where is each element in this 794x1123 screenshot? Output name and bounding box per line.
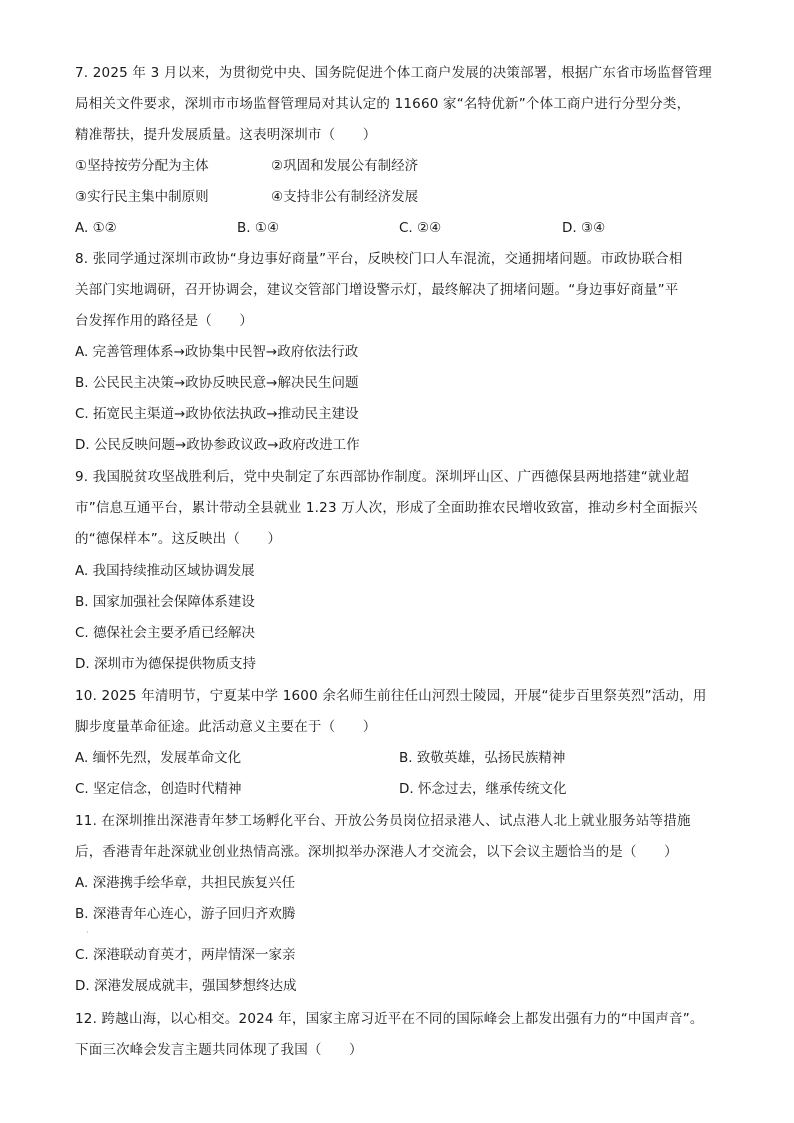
q8-stem-line-3: 台发挥作用的路径是（ ）	[75, 313, 254, 329]
q12-stem-line-2: 下面三次峰会发言主题共同体现了我国（ ）	[75, 1042, 363, 1058]
q8-option-c[interactable]: C. 拓宽民主渠道→政协依法执政→推动民主建设	[75, 406, 359, 422]
q7-item-4: ④支持非公有制经济发展	[271, 189, 419, 205]
q8-option-b[interactable]: B. 公民民主决策→政协反映民意→解决民生问题	[75, 375, 359, 391]
q8-stem-line-1: 8. 张同学通过深圳市政协“身边事好商量”平台，反映校门口人车混流，交通拥堵问题。市政协联合相	[75, 251, 683, 267]
q9-option-b[interactable]: B. 国家加强社会保障体系建设	[75, 594, 255, 610]
q11-stem-line-2: 后，香港青年赴深就业创业热情高涨。深圳拟举办深港人才交流会，以下会议主题恰当的是（ ）	[75, 844, 678, 860]
q9-option-a[interactable]: A. 我国持续推动区域协调发展	[75, 563, 255, 579]
q11-option-b[interactable]: B. 深港青年心连心，游子回归齐欢腾	[75, 906, 296, 922]
q10-option-a[interactable]: A. 缅怀先烈，发展革命文化	[75, 750, 242, 766]
q7-option-c[interactable]: C. ②④	[399, 220, 442, 236]
q10-option-c[interactable]: C. 坚定信念，创造时代精神	[75, 781, 242, 797]
q9-stem-line-2: 市”信息互通平台，累计带动全县就业 1.23 万人次，形成了全面助推农民增收致富，推动乡村全面振兴	[75, 500, 698, 516]
q7-stem-line-1: 7. 2025 年 3 月以来，为贯彻党中央、国务院促进个体工商户发展的决策部署，根据广东省市场监督管理	[75, 65, 712, 81]
q9-stem-line-1: 9. 我国脱贫攻坚战胜利后，党中央制定了东西部协作制度。深圳坪山区、广西德保县两地搭建“就业超	[75, 469, 690, 485]
q8-option-a[interactable]: A. 完善管理体系→政协集中民智→政府依法行政	[75, 344, 359, 360]
q10-option-b[interactable]: B. 致敬英雄，弘扬民族精神	[399, 750, 566, 766]
q9-stem-line-3: 的“德保样本”。这反映出（ ）	[75, 531, 282, 547]
q7-item-1: ①坚持按劳分配为主体	[75, 158, 209, 174]
q10-stem-line-2: 脚步度量革命征途。此活动意义主要在于（ ）	[75, 719, 377, 735]
q9-option-c[interactable]: C. 德保社会主要矛盾已经解决	[75, 625, 256, 641]
q7-stem-line-3: 精准帮扶，提升发展质量。这表明深圳市（ ）	[75, 127, 377, 143]
q7-option-d[interactable]: D. ③④	[562, 220, 606, 236]
q8-stem-line-2: 关部门实地调研，召开协调会，建议交管部门增设警示灯，最终解决了拥堵问题。“身边事好商量”平	[75, 282, 679, 298]
q10-option-d[interactable]: D. 怀念过去，继承传统文化	[399, 781, 567, 797]
q7-option-a[interactable]: A. ①②	[75, 220, 117, 236]
q12-stem-line-1: 12. 跨越山海，以心相交。2024 年，国家主席习近平在不同的国际峰会上都发出强有力的“中国声音”。	[75, 1011, 704, 1027]
q11-option-d[interactable]: D. 深港发展成就丰，强国梦想终达成	[75, 978, 297, 994]
q7-option-b[interactable]: B. ①④	[237, 220, 280, 236]
stray-dot-mark: ·	[86, 928, 89, 937]
q11-stem-line-1: 11. 在深圳推出深港青年梦工场孵化平台、开放公务员岗位招录港人、试点港人北上就业服务站等措施	[75, 813, 691, 829]
q7-stem-line-2: 局相关文件要求，深圳市市场监督管理局对其认定的 11660 家“名特优新”个体工商户进行分型分类，	[75, 96, 691, 112]
q11-option-c[interactable]: C. 深港联动育英才，两岸情深一家亲	[75, 947, 296, 963]
q9-option-d[interactable]: D. 深圳市为德保提供物质支持	[75, 656, 256, 672]
q7-item-2: ②巩固和发展公有制经济	[271, 158, 419, 174]
q7-item-3: ③实行民主集中制原则	[75, 189, 209, 205]
q10-stem-line-1: 10. 2025 年清明节，宁夏某中学 1600 余名师生前往任山河烈士陵园，开展“徒步百里祭英烈”活动，用	[75, 688, 707, 704]
q11-option-a[interactable]: A. 深港携手绘华章，共担民族复兴任	[75, 875, 296, 891]
q8-option-d[interactable]: D. 公民反映问题→政协参政议政→政府改进工作	[75, 437, 360, 453]
